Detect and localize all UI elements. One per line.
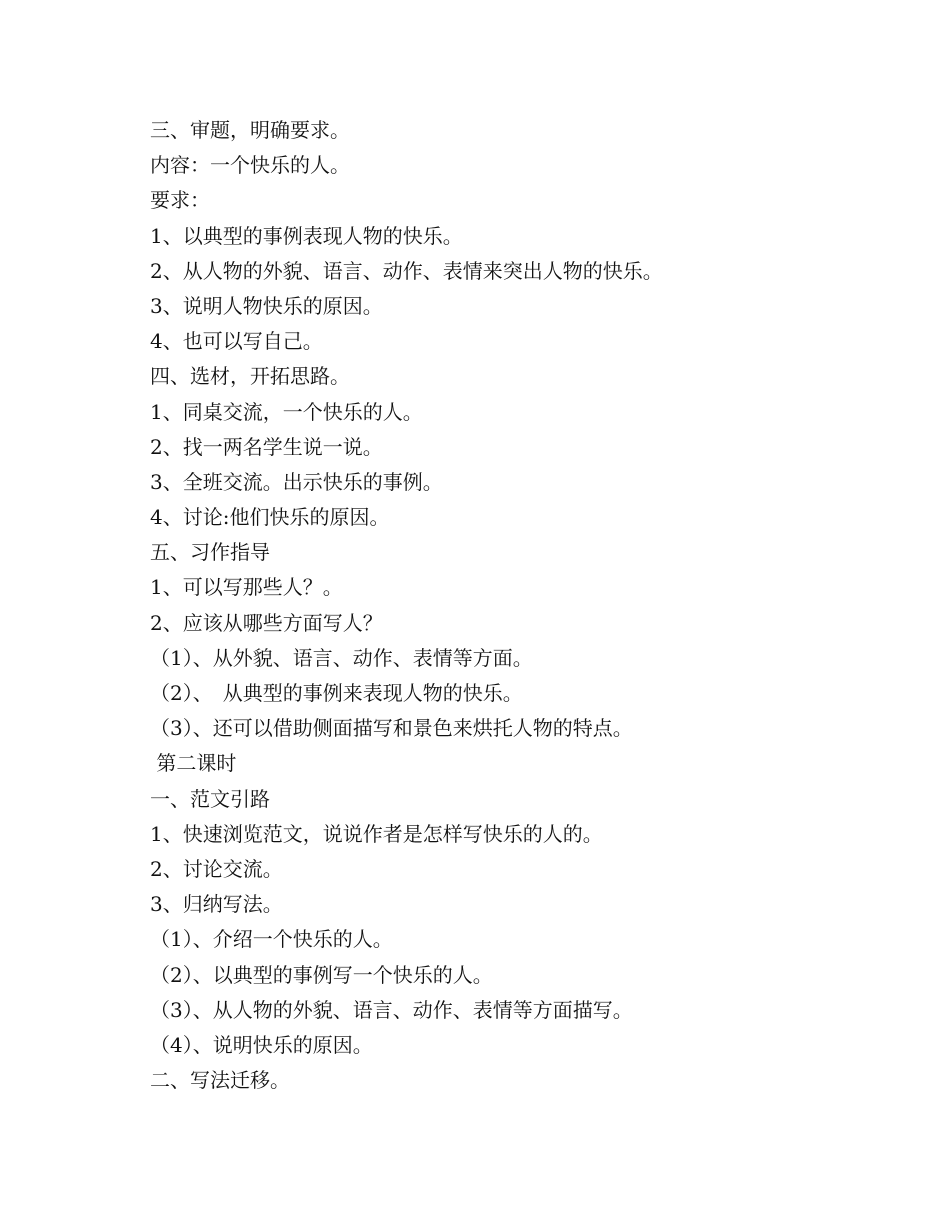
section-heading: 一、范文引路 — [150, 786, 270, 811]
section-heading: 四、选材，开拓思路。 — [150, 364, 350, 389]
sub-list-item: （2）、以典型的事例写一个快乐的人。 — [150, 962, 493, 987]
lesson-heading: 第二课时 — [150, 751, 237, 776]
sub-list-item: （1）、介绍一个快乐的人。 — [150, 927, 393, 952]
list-item: 3、归纳写法。 — [150, 892, 283, 917]
list-item: 2、讨论交流。 — [150, 856, 283, 881]
section-heading: 三、审题，明确要求。 — [150, 118, 350, 142]
list-item: 2、应该从哪些方面写人？ — [150, 610, 383, 635]
text-line: 内容：一个快乐的人。 — [150, 153, 350, 178]
list-item: 4、讨论:他们快乐的原因。 — [150, 505, 390, 530]
list-item: 1、快速浏览范文，说说作者是怎样写快乐的人的。 — [150, 821, 603, 846]
list-item: 1、可以写那些人？。 — [150, 575, 343, 600]
sub-list-item: （2）、 从典型的事例来表现人物的快乐。 — [150, 681, 523, 705]
sub-list-item: （1）、从外貌、语言、动作、表情等方面。 — [150, 645, 533, 670]
list-item: 3、说明人物快乐的原因。 — [150, 293, 383, 318]
list-item: 4、也可以写自己。 — [150, 329, 323, 354]
sub-list-item: （4）、说明快乐的原因。 — [150, 1032, 373, 1057]
sub-list-item: （3）、还可以借助侧面描写和景色来烘托人物的特点。 — [150, 716, 633, 741]
section-heading: 二、写法迁移。 — [150, 1068, 290, 1093]
document-body — [150, 113, 870, 1098]
text-line: 要求： — [150, 188, 210, 213]
section-heading: 五、习作指导 — [150, 540, 270, 565]
list-item: 3、全班交流。出示快乐的事例。 — [150, 469, 443, 494]
sub-list-item: （3）、从人物的外貌、语言、动作、表情等方面描写。 — [150, 997, 633, 1022]
list-item: 2、从人物的外貌、语言、动作、表情来突出人物的快乐。 — [150, 258, 663, 283]
list-item: 1、同桌交流，一个快乐的人。 — [150, 399, 423, 424]
list-item: 1、以典型的事例表现人物的快乐。 — [150, 223, 463, 248]
list-item: 2、找一两名学生说一说。 — [150, 434, 383, 459]
